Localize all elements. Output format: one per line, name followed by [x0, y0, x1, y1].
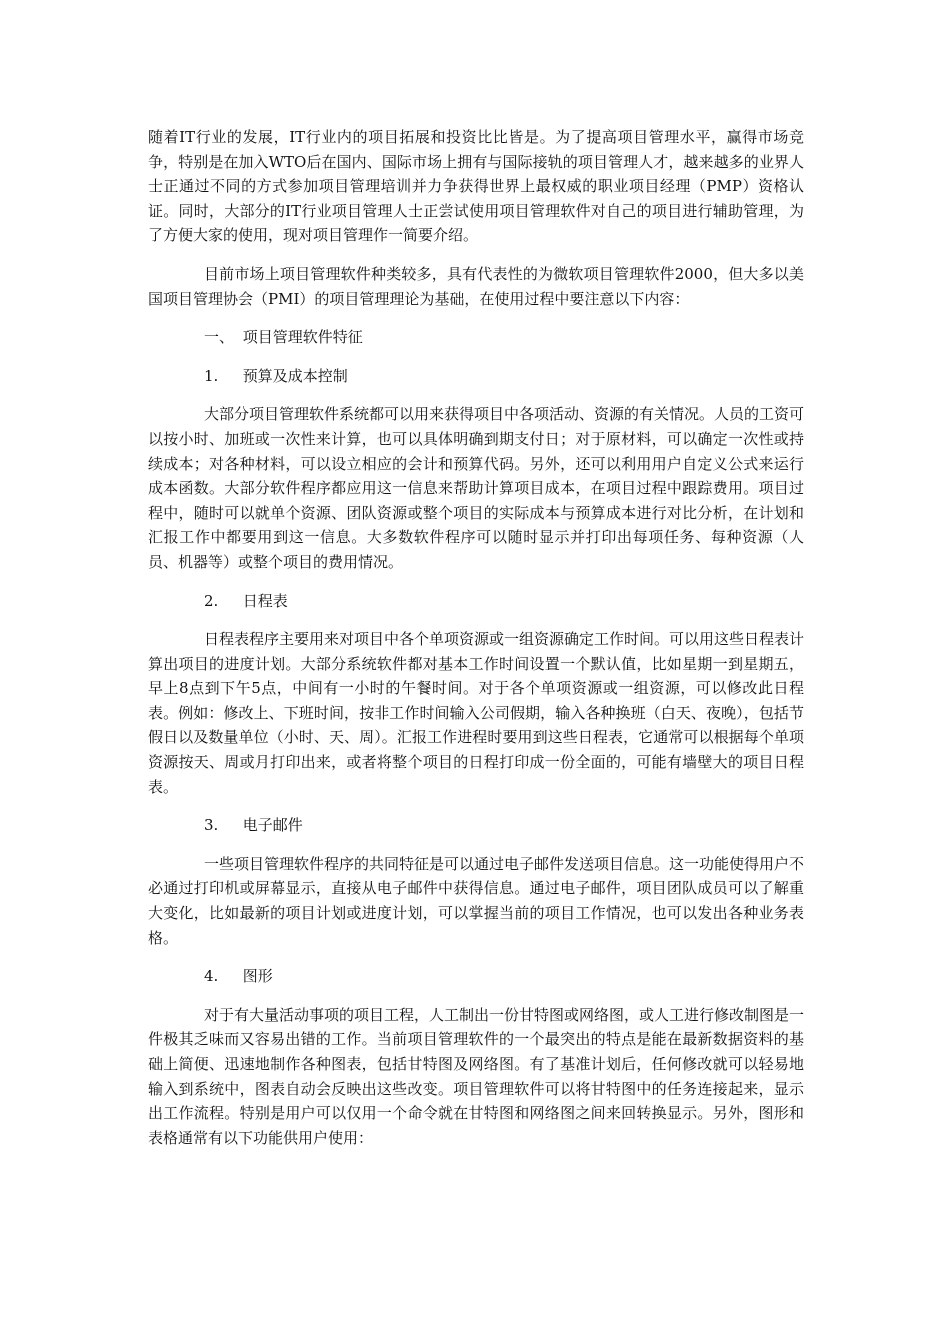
subsection-title: 电子邮件	[242, 816, 303, 835]
subsection-number: 3.	[204, 816, 219, 835]
market-overview-paragraph: 目前市场上项目管理软件种类较多，具有代表性的为微软项目管理软件2000，但大多以美国项目管理协会（PMI）的项目管理理论为基础，在使用过程中要注意以下内容：	[148, 264, 804, 308]
graphics-paragraph: 对于有大量活动事项的项目工程，人工制出一份甘特图或网络图，或人工进行修改制图是一件极其乏味而又容易出错的工作。当前项目管理软件的一个最突出的特点是能在最新数据资料的基础上简便、迅速地制作各种图表，包括甘特图及网络图。有了基准计划后，任何修改就可以轻易地输入到系统中，图表自动会反映出这些改变。项目管理软件可以将甘特图中的任务连接起来，显示出工作流程。特别是用户可以仅用一个命令就在甘特图和网络图之间来回转换显示。另外，图形和表格通常有以下功能供用户使用：	[148, 1005, 805, 1147]
section-heading-features	[148, 325, 804, 350]
subsection-title: 图形	[242, 967, 273, 986]
subsection-number: 2.	[204, 591, 219, 610]
subsection-heading-email	[148, 813, 804, 838]
section-title: 项目管理软件特征	[242, 328, 363, 347]
subsection-title: 预算及成本控制	[242, 366, 348, 385]
subsection-title: 日程表	[242, 591, 288, 610]
subsection-heading-graphics	[148, 964, 804, 989]
section-number: 一、	[204, 328, 235, 347]
subsection-number: 1.	[204, 366, 219, 385]
intro-paragraph: 随着IT行业的发展，IT行业内的项目拓展和投资比比皆是。为了提高项目管理水平，赢得市场竞争，特别是在加入WTO后在国内、国际市场上拥有与国际接轨的项目管理人才，越来越多的业界人士正通过不同的方式参加项目管理培训并力争获得世界上最权威的职业项目经理（PMP）资格认证。同时，大部分的IT行业项目管理人士正尝试使用项目管理软件对自己的项目进行辅助管理，为了方便大家的使用，现对项目管理作一简要介绍。	[148, 128, 804, 245]
document-body	[148, 125, 804, 1164]
subsection-number: 4.	[204, 967, 219, 986]
email-paragraph: 一些项目管理软件程序的共同特征是可以通过电子邮件发送项目信息。这一功能使得用户不必通过打印机或屏幕显示，直接从电子邮件中获得信息。通过电子邮件，项目团队成员可以了解重大变化，比如最新的项目计划或进度计划，可以掌握当前的项目工作情况，也可以发出各种业务表格。	[148, 854, 805, 947]
budget-paragraph: 大部分项目管理软件系统都可以用来获得项目中各项活动、资源的有关情况。人员的工资可以按小时、加班或一次性来计算，也可以具体明确到期支付日；对于原材料，可以确定一次性或持续成本；对各种材料，可以设立相应的会计和预算代码。另外，还可以利用用户自定义公式来运行成本函数。大部分软件程序都应用这一信息来帮助计算项目成本，在项目过程中跟踪费用。项目过程中，随时可以就单个资源、团队资源或整个项目的实际成本与预算成本进行对比分析，在计划和汇报工作中都要用到这一信息。大多数软件程序可以随时显示并打印出每项任务、每种资源（人员、机器等）或整个项目的费用情况。	[148, 405, 805, 571]
schedule-paragraph: 日程表程序主要用来对项目中各个单项资源或一组资源确定工作时间。可以用这些日程表计算出项目的进度计划。大部分系统软件都对基本工作时间设置一个默认值，比如星期一到星期五，早上8点到下午5点，中间有一小时的午餐时间。对于各个单项资源或一组资源，可以修改此日程表。例如：修改上、下班时间，按非工作时间输入公司假期，输入各种换班（白天、夜晚），包括节假日以及数量单位（小时、天、周）。汇报工作进程时要用到这些日程表，它通常可以根据每个单项资源按天、周或月打印出来，或者将整个项目的日程打印成一份全面的，可能有墙壁大的项目日程表。	[148, 630, 805, 796]
subsection-heading-budget	[148, 364, 804, 389]
subsection-heading-schedule	[148, 589, 804, 614]
